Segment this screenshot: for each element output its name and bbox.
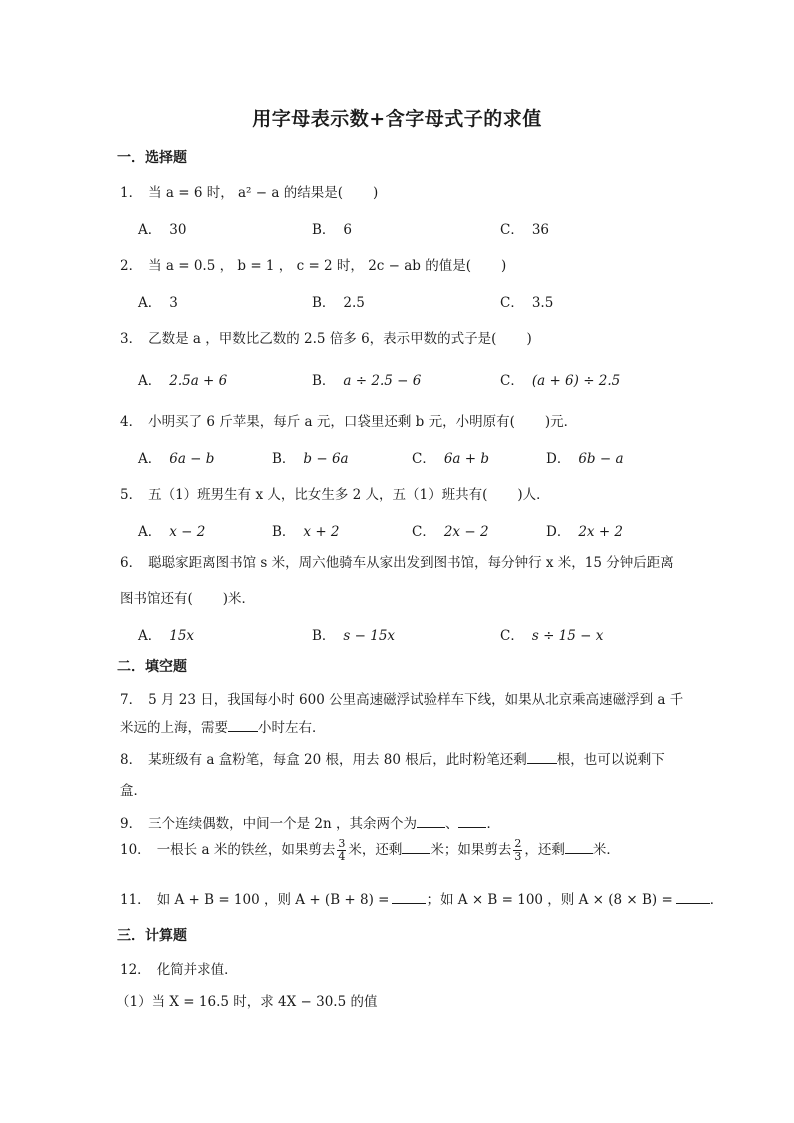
question-7-line-2: 米远的上海，需要 小时左右． (120, 720, 326, 736)
question-text: 当 a = 6 时， a² − a 的结果是( (148, 185, 343, 201)
section-heading-fill: 二．填空题 (117, 659, 187, 675)
answer-blank[interactable] (676, 891, 710, 904)
question-text: 聪聪家距离图书馆 s 米，周六他骑车从家出发到图书馆，每分钟行 x 米，15 分钟后距离 (148, 555, 674, 571)
option-b[interactable]: B． s − 15x (312, 628, 396, 644)
question-1 (120, 181, 378, 201)
fraction: $\frac{3}{4}$ (338, 837, 346, 863)
question-3: 3． 乙数是 a ，甲数比乙数的 2.5 倍多 6，表示甲数的式子是( ) (120, 331, 532, 347)
question-text: 三个连续偶数，中间一个是 2n ，其余两个为 (148, 816, 417, 832)
answer-blank[interactable] (527, 751, 557, 764)
question-7: 7． 5 月 23 日，我国每小时 600 公里高速磁浮试验样车下线，如果从北京乘高速磁浮到 a 千 (120, 692, 684, 708)
option-b[interactable]: B． 6 (312, 222, 353, 238)
question-6: 6． 聪聪家距离图书馆 s 米，周六他骑车从家出发到图书馆，每分钟行 x 米，15 分钟后距离 (120, 555, 674, 571)
question-text: 5 月 23 日，我国每小时 600 公里高速磁浮试验样车下线，如果从北京乘高速磁浮到 a 千 (148, 692, 684, 708)
answer-blank[interactable] (565, 841, 593, 854)
option-c[interactable]: C． 6a + b (412, 451, 490, 467)
option-c[interactable]: C． s ÷ 15 − x (500, 628, 604, 644)
option-d[interactable]: D． 6b − a (546, 451, 624, 467)
question-text: 化简并求值． (156, 962, 238, 978)
question-12-part-1: （1）当 X = 16.5 时，求 4X − 30.5 的值 (116, 994, 378, 1010)
question-6-line-2: 图书馆还有( )米． (120, 591, 256, 607)
option-d[interactable]: D． 2x + 2 (546, 524, 624, 540)
answer-blank[interactable] (228, 719, 258, 732)
question-text: 五（1）班男生有 x 人，比女生多 2 人，五（1）班共有( (148, 487, 488, 503)
option-a[interactable]: A． 30 (138, 222, 187, 238)
option-b[interactable]: B． b − 6a (272, 451, 349, 467)
question-4: 4． 小明买了 6 斤苹果，每斤 a 元，口袋里还剩 b 元，小明原有( )元． (120, 414, 578, 430)
question-2: 2． 当 a = 0.5 ， b = 1 ， c = 2 时， 2c − ab 的值是( ) (120, 258, 507, 274)
question-text: 当 a = 0.5 ， b = 1 ， c = 2 时， 2c − ab 的值是( (148, 258, 472, 274)
option-c[interactable]: C． 2x − 2 (412, 524, 489, 540)
option-b[interactable]: B． a ÷ 2.5 − 6 (312, 373, 422, 389)
question-text: 小明买了 6 斤苹果，每斤 a 元，口袋里还剩 b 元，小明原有( (148, 414, 515, 430)
option-c[interactable]: C． 36 (500, 222, 550, 238)
answer-blank[interactable] (458, 815, 486, 828)
option-c[interactable]: C． (a + 6) ÷ 2.5 (500, 373, 621, 389)
option-c[interactable]: C． 3.5 (500, 295, 554, 311)
option-a[interactable]: A． x − 2 (138, 524, 206, 540)
question-text: 某班级有 a 盒粉笔，每盒 20 根，用去 80 根后，此时粉笔还剩 (148, 752, 527, 768)
question-8: 8． 某班级有 a 盒粉笔，每盒 20 根，用去 80 根后，此时粉笔还剩 根，也可以说剩下 (120, 752, 665, 768)
question-text: 乙数是 a ，甲数比乙数的 2.5 倍多 6，表示甲数的式子是( (148, 331, 497, 347)
question-5: 5． 五（1）班男生有 x 人，比女生多 2 人，五（1）班共有( )人． (120, 487, 550, 503)
option-a[interactable]: A． 2.5a + 6 (138, 373, 228, 389)
option-a[interactable]: A． 3 (138, 295, 178, 311)
answer-blank[interactable] (402, 841, 430, 854)
question-number: 1． (120, 185, 143, 201)
option-a[interactable]: A． 6a − b (138, 451, 215, 467)
question-12: 12． 化简并求值． (120, 962, 238, 978)
question-9: 9． 三个连续偶数，中间一个是 2n ，其余两个为 、 ． (120, 816, 500, 832)
question-10: 10． 一根长 a 米的铁丝，如果剪去 $\frac{3}{4}$ 米，还剩 米；如果剪去 $\frac{2}{3}$ ，还剩 米． (120, 837, 620, 863)
page-title: 用字母表示数+含字母式子的求值 (252, 108, 542, 130)
question-tail: ) (372, 185, 379, 201)
question-11: 11． 如 A + B = 100 ，则 A + (B + 8) = ；如 A × B = 100 ，则 A × (8 × B) = ． (120, 892, 724, 908)
section-heading-calc: 三．计算题 (117, 928, 187, 944)
section-heading-choice: 一．选择题 (117, 150, 187, 166)
answer-blank[interactable] (392, 891, 426, 904)
option-b[interactable]: B． 2.5 (312, 295, 365, 311)
option-b[interactable]: B． x + 2 (272, 524, 340, 540)
answer-blank[interactable] (417, 815, 445, 828)
question-8-line-2: 盒． (120, 783, 147, 799)
fraction: $\frac{2}{3}$ (514, 837, 522, 863)
option-a[interactable]: A． 15x (138, 628, 195, 644)
